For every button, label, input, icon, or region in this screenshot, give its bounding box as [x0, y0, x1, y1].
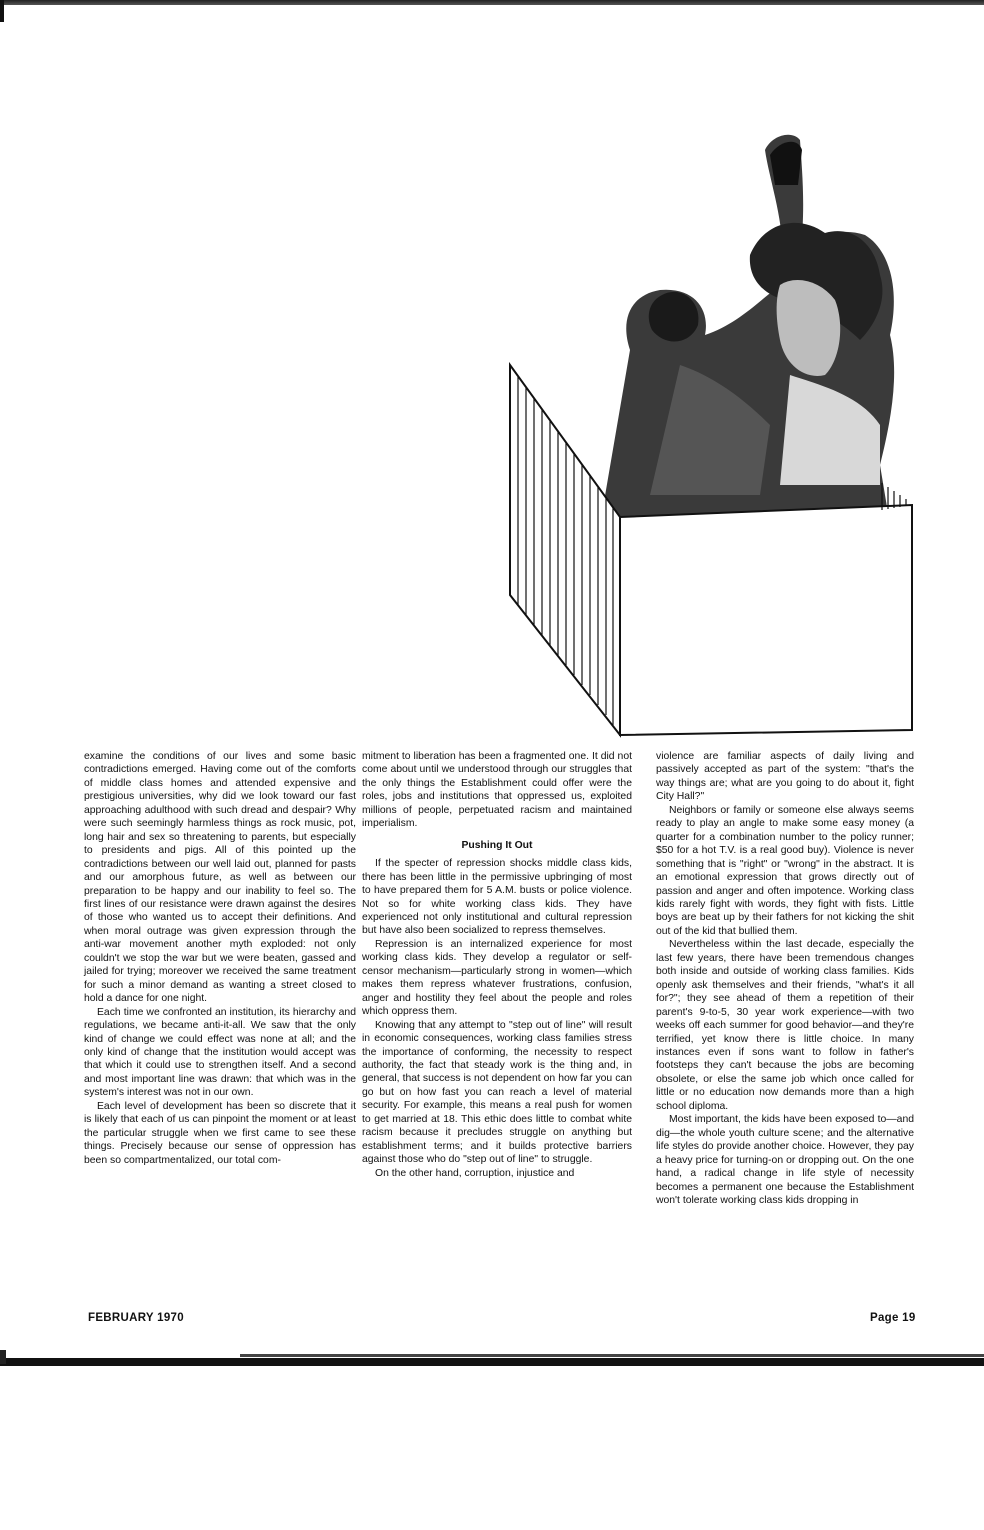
photo-figures-in-box — [480, 125, 920, 745]
paragraph: On the other hand, corruption, injustice and — [375, 1167, 575, 1179]
paragraph: Most important, the kids have been exposed to—and dig—the whole youth culture scene; and the alternative life styles do provide another choice. However, they pay a heavy price for turning-on or dropping out. On the one hand, a radical change in life style of necessity becomes a permanent one because the Establishment won't tolerate working class kids dropping in — [656, 1114, 914, 1206]
footer-page-number: Page 19 — [870, 1312, 916, 1324]
paragraph: Knowing that any attempt to "step out of line" will result in economic consequences, working class families stress the importance of conforming, the necessity to respect authority, the fact that steady work is the thing and, in general, that success is not dependent on how far you can go but on how fast you can reach a level of material security. For example, this means a real push for women to get married at 18. This ethic does little to combat white racism because it precludes struggle on anything but establishment terms; and it builds protective barriers against those who do "step out of line" to struggle. — [362, 1019, 632, 1166]
footer-date: FEBRUARY 1970 — [88, 1312, 184, 1324]
paragraph: Repression is an internalized experience for most working class kids. They develop a regulator or self-censor mechanism—particularly strong in women—which makes them repress whatever frustrations, confusion, anger and hostility they feel about the people and roles which oppress them. — [362, 938, 632, 1018]
scan-edge-left-bottom — [0, 1350, 6, 1364]
scan-edge-left — [0, 0, 4, 22]
paragraph: Nevertheless within the last decade, especially the last few years, there have been tremendous changes both inside and outside of working class families. Kids openly ask themselves and their friends, "what's it all for?"; they see ahead of them a repetition of their parent's 9-to-5, 30 year work experience—with two weeks off each summer for good behavior—and they're terrified, yet know there is little choice. In many instances even if sons want to follow in father's footsteps they can't because the jobs are becoming obsolete, or else the same job which once called for little or no education now demands more than a high school diploma. — [656, 939, 914, 1112]
paragraph: Each time we confronted an institution, its hierarchy and regulations, we became anti-it-all. We saw that the only kind of change we could effect was none at all; and the only kind of change that the institution would accept was that which it could use to strengthen itself. And a second and most important line was drawn: that which was in the system's interest was not in our own. — [84, 1006, 356, 1099]
article-column-3 — [656, 750, 914, 1207]
scan-edge-line — [240, 1354, 984, 1357]
paragraph: If the specter of repression shocks middle class kids, there has been little in the permissive upbringing of most to have prepared them for 5 A.M. busts or police violence. Not so for white working class kids. They have experienced not only institutional and cultural repression but have also been socialized to repress themselves. — [362, 858, 632, 937]
scan-edge-top — [0, 0, 984, 5]
scan-edge-bottom — [0, 1358, 984, 1366]
article-column-2 — [362, 750, 632, 1180]
paragraph: violence are familiar aspects of daily living and passively accepted as part of the system: "that's the way things are; what are you going to do about it, fight City Hall?" — [656, 751, 914, 803]
article-column-1 — [84, 750, 356, 1167]
paragraph: examine the conditions of our lives and some basic contradictions emerged. Having come out of the comforts of middle class homes and attended expensive and prestigious universities, why did we look toward our fast approaching adulthood with such dread and despair? Why were such seemingly harmless things as rock music, pot, long hair and sex so threatening to parents, but especially to presidents and pigs. All of this pointed up the contradictions between our well laid out, planned for pasts and our amorphous future, as well as between our preparation to be happy and our inability to feel so. The first lines of our resistance were drawn against the desires of those who wanted us to accept their definitions. And when moral outrage was given expression through the anti-war movement another myth exploded: not only couldn't we stop the war but we were beaten, gassed and jailed for trying; moreover we received the same treatment for such a minor demand as wanting a street closed to hold a dance for one night. — [84, 751, 356, 1005]
paragraph: mitment to liberation has been a fragmented one. It did not come about until we understood through our struggles that the only things the Establishment could offer were the roles, jobs and institutions that oppressed us, exploited millions of people, perpetuated racism and maintained imperialism. — [362, 751, 632, 830]
subheading: Pushing It Out — [461, 839, 533, 851]
paragraph: Neighbors or family or someone else always seems ready to play an angle to make some easy money (a quarter for a combination number to the policy runner; $50 for a hot T.V. is a real good buy). Violence is never something that is "right" or "wrong" in the abstract. It is an emotional expression that grows directly out of passion and anger and often impotence. Working class kids rarely fight with words, they fight with fists. Little boys are beat up by their fathers for not kicking the shit out of the kid that bullied them. — [656, 804, 914, 937]
paragraph: Each level of development has been so discrete that it is likely that each of us can pinpoint the moment or at least the particular struggle when we first came to see these things. Precisely because our sense of oppression has been so compartmentalized, our total com- — [84, 1100, 356, 1166]
